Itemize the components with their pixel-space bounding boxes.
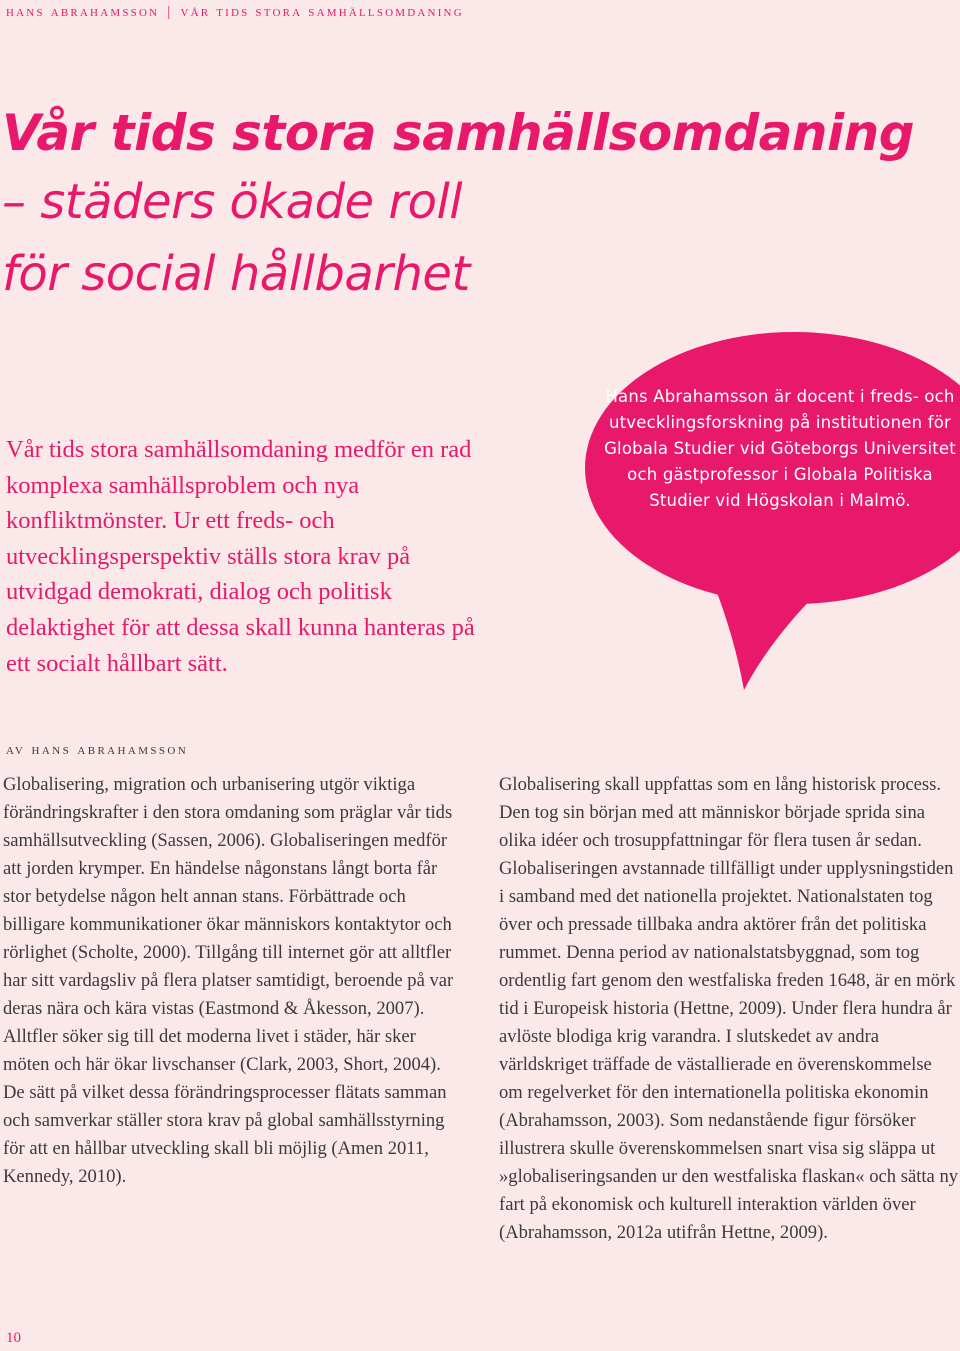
- header-section: vår tids stora samhällsomdaning: [180, 4, 464, 20]
- running-header: [6, 4, 464, 21]
- header-author: hans abrahamsson: [6, 4, 160, 20]
- page-number: 10: [6, 1330, 21, 1346]
- title-line-3: för social hållbarhet: [2, 246, 470, 302]
- body-column-right: Globalisering skall uppfattas som en lång historisk process. Den tog sin början med att människor började sprida sina olika idéer och trosuppfattningar för flera tusen år sedan. Globaliseringen avstannade tillfälligt under upplysningstiden i samband med det nationella projektet. Nationalstaten tog över och pressade tillbaka andra aktörer från det politiska rummet. Denna period av nationalstatsbyggnad, som tog ordentlig fart genom den westfaliska freden 1648, är en mörk tid i Europeisk historia (Hettne, 2009). Under flera hundra år avlöste blodiga krig varandra. I slutskedet av andra världskriget träffade de västallierade en överenskommelse om regelverket för den internationella politiska ekonomin (Abrahamsson, 2003). Som nedanstående figur försöker illustrera skulle överenskommelsen snart visa sig släppa ut »globaliseringsanden ur den westfaliska flaskan« och sätta ny fart på ekonomisk och kulturell interaktion världen över (Abrahamsson, 2012a utifrån Hettne, 2009).: [499, 774, 959, 1243]
- lead-paragraph: Vår tids stora samhällsomdaning medför en rad komplexa samhällsproblem och nya konfliktmönster. Ur ett freds- och utvecklingsperspektiv ställs stora krav på utvidgad demokrati, dialog och politisk delaktighet för att dessa skall kunna hanteras på ett socialt hållbart sätt.: [6, 436, 475, 677]
- author-bio: Hans Abrahamsson är docent i freds- och utvecklingsforskning på institutionen för Globala Studier vid Göteborgs Universitet och gästprofessor i Globala Politiska Studier vid Högskolan i Malmö.: [604, 387, 956, 510]
- title-line-1: Vår tids stora samhällsomdaning: [2, 104, 915, 162]
- title-line-2: – städers ökade roll: [2, 174, 463, 230]
- byline: av hans abrahamsson: [6, 741, 189, 758]
- body-column-left: Globalisering, migration och urbanisering utgör viktiga förändringskrafter i den stora omdaning som präglar vår tids samhällsutveckling (Sassen, 2006). Globaliseringen medför att jorden krymper. En händelse någonstans långt borta får stor betydelse någon helt annan stans. Förbättrade och billigare kommunikationer ökar människors kontaktytor och rörlighet (Scholte, 2000). Tillgång till internet gör att alltfler har sitt vardagsliv på flera platser samtidigt, beroende på var deras nära och kära vistas (Eastmond & Åkesson, 2007). Alltfler söker sig till det moderna livet i städer, här sker möten och här ökar livschanser (Clark, 2003, Short, 2004). De sätt på vilket dessa förändringsprocesser flätats samman och samverkar ställer stora krav på global samhällsstyrning för att en hållbar utveckling skall bli möjlig (Amen 2011, Kennedy, 2010).: [3, 774, 454, 1187]
- article-title: [2, 100, 914, 310]
- header-separator: |: [167, 4, 173, 20]
